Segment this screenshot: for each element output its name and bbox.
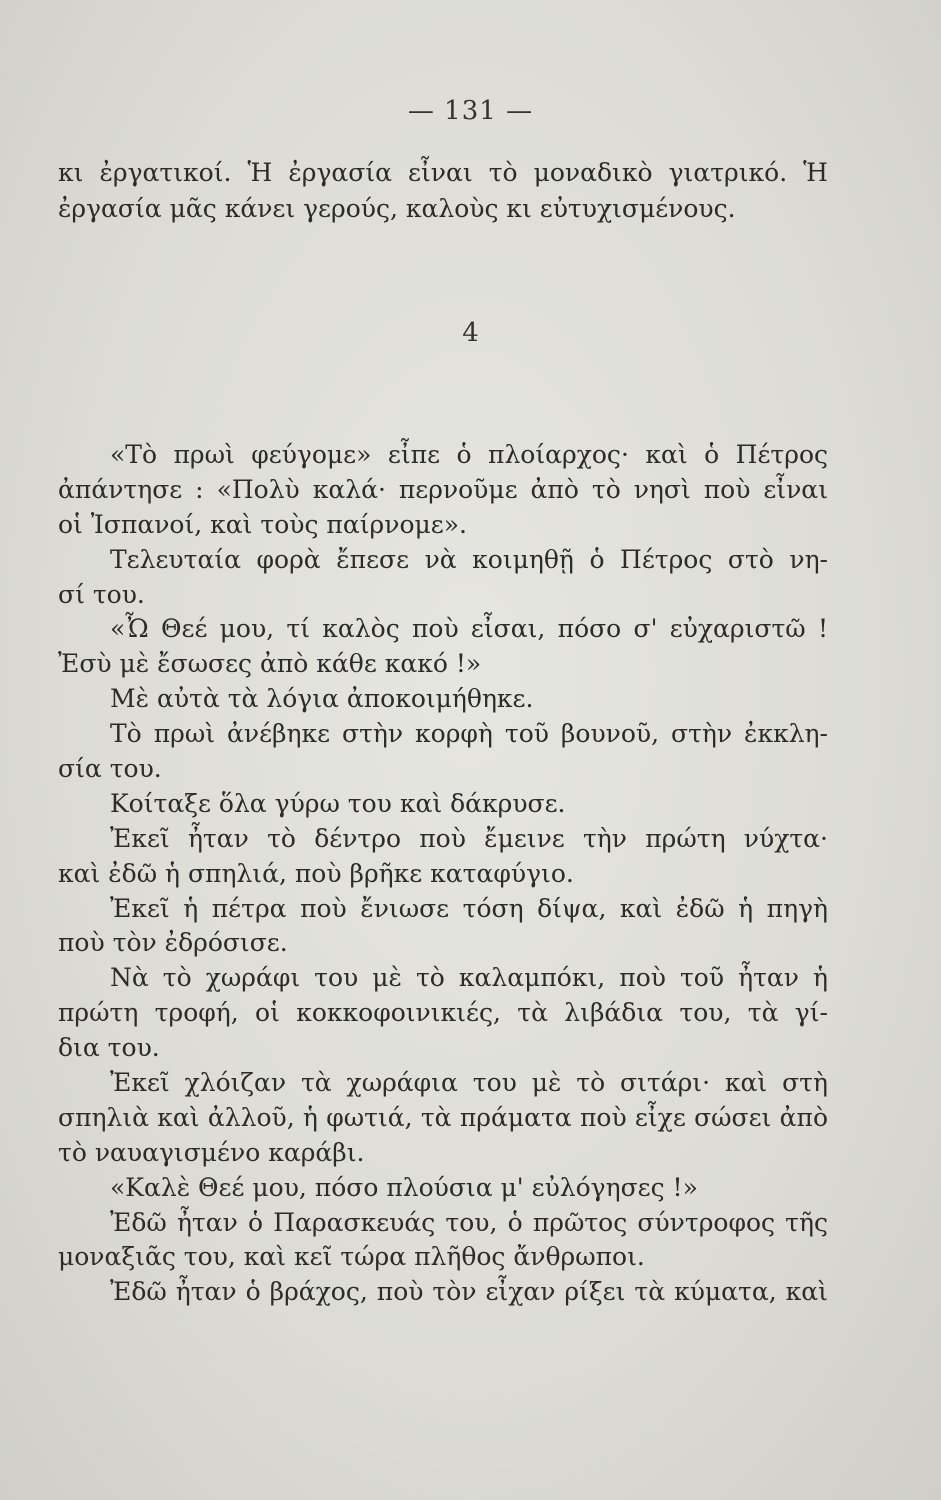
text-line: Τελευταία φορὰ ἔπεσε νὰ κοιμηθῇ ὁ Πέτρος στὸ νη- bbox=[110, 544, 828, 574]
text-line: Νὰ τὸ χωράφι του μὲ τὸ καλαμπόκι, ποὺ τοῦ ἦταν ἡ bbox=[110, 963, 828, 993]
main-text bbox=[58, 438, 828, 1310]
text-line: τὸ ναυαγισμένο καράβι. bbox=[58, 1137, 365, 1167]
section-number: 4 bbox=[462, 318, 479, 348]
text-line: μοναξιᾶς του, καὶ κεῖ τώρα πλῆθος ἄνθρωποι. bbox=[58, 1242, 645, 1272]
text-line: «Τὸ πρωὶ φεύγομε» εἶπε ὁ πλοίαρχος· καὶ ὁ Πέτρος bbox=[110, 440, 828, 469]
text-line: σπηλιὰ καὶ ἀλλοῦ, ἡ φωτιά, τὰ πράματα ποὺ εἶχε σώσει ἀπὸ bbox=[58, 1102, 828, 1132]
text-line: καὶ ἐδῶ ἡ σπηλιά, ποὺ βρῆκε καταφύγιο. bbox=[58, 858, 574, 888]
text-line: δια του. bbox=[58, 1033, 160, 1063]
text-line: κι ἐργατικοί. Ἡ ἐργασία εἶναι τὸ μοναδικὸ γιατρικό. Ἡ bbox=[58, 158, 828, 187]
text-line: ἐργασία μᾶς κάνει γερούς, καλοὺς κι εὐτυχισμένους. bbox=[58, 194, 736, 223]
text-line: σία του. bbox=[58, 754, 162, 784]
text-line: πρώτη τροφή, οἱ κοκκοφοινικιές, τὰ λιβάδια του, τὰ γί- bbox=[58, 998, 828, 1028]
text-line: Ἐκεῖ χλόιζαν τὰ χωράφια του μὲ τὸ σιτάρι· καὶ στὴ bbox=[110, 1068, 828, 1098]
text-line: Ἐσὺ μὲ ἔσωσες ἀπὸ κάθε κακό !» bbox=[58, 649, 482, 679]
text-line: Τὸ πρωὶ ἀνέβηκε στὴν κορφὴ τοῦ βουνοῦ, στὴν ἐκκλη- bbox=[110, 719, 828, 749]
text-line: ποὺ τὸν ἐδρόσισε. bbox=[58, 928, 288, 958]
paragraph-top bbox=[58, 155, 828, 227]
text-line: Μὲ αὐτὰ τὰ λόγια ἀποκοιμήθηκε. bbox=[110, 684, 534, 714]
text-line: οἱ Ἰσπανοί, καὶ τοὺς παίρνομε». bbox=[58, 509, 467, 539]
page-number: — 131 — bbox=[407, 96, 534, 126]
text-line: Ἐδῶ ἦταν ὁ βράχος, ποὺ τὸν εἶχαν ρίξει τὰ κύματα, καὶ bbox=[110, 1277, 828, 1307]
text-line: Ἐκεῖ ἡ πέτρα ποὺ ἔνιωσε τόση δίψα, καὶ ἐδῶ ἡ πηγὴ bbox=[110, 893, 828, 923]
text-line: Ἐκεῖ ἦταν τὸ δέντρο ποὺ ἔμεινε τὴν πρώτη νύχτα· bbox=[110, 823, 828, 853]
text-line: Ἐδῶ ἦταν ὁ Παρασκευάς του, ὁ πρῶτος σύντροφος τῆς bbox=[110, 1207, 828, 1237]
text-line: σί του. bbox=[58, 579, 145, 609]
text-line: ἀπάντησε : «Πολὺ καλά· περνοῦμε ἀπὸ τὸ νησὶ ποὺ εἶναι bbox=[58, 474, 828, 504]
text-line: Κοίταξε ὅλα γύρω του καὶ δάκρυσε. bbox=[110, 788, 566, 818]
text-line: «Καλὲ Θεέ μου, πόσο πλούσια μ' εὐλόγησες !» bbox=[110, 1172, 698, 1202]
text-line: «Ὦ Θεέ μου, τί καλὸς ποὺ εἶσαι, πόσο σ' εὐχαριστῶ ! bbox=[110, 614, 828, 644]
